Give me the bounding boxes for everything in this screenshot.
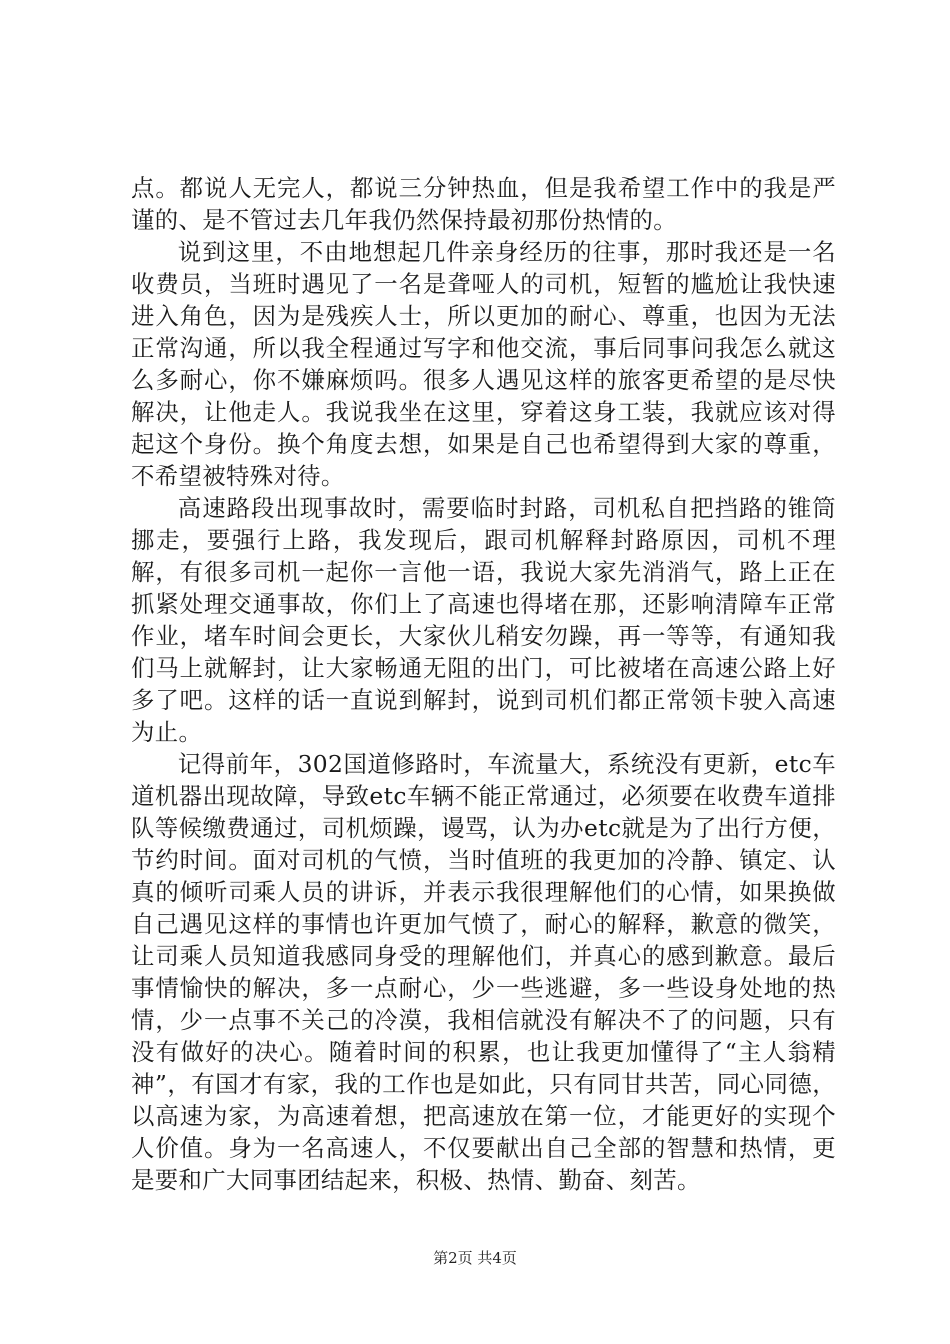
page-footer: 第2页 共4页 [433,1249,517,1267]
document-body [131,172,836,1196]
paragraph-continuation: 点。都说人无完人，都说三分钟热血，但是我希望工作中的我是严谨的、是不管过去几年我仍然保持最初那份热情的。 [131,174,836,234]
paragraph-etc-fault-story: 记得前年，302国道修路时，车流量大，系统没有更新，etc车道机器出现故障，导致etc车辆不能正常通过，必须要在收费车道排队等候缴费通过，司机烦躁，谩骂，认为办etc就是为了出行方便，节约时间。面对司机的气愤，当时值班的我更加的冷静、镇定、认真的倾听司乘人员的讲诉，并表示我很理解他们的心情，如果换做自己遇见这样的事情也许更加气愤了，耐心的解释，歉意的微笑，让司乘人员知道我感同身受的理解他们，并真心的感到歉意。最后事情愉快的解决，多一点耐心，少一些逃避，多一些设身处地的热情，少一点事不关己的冷漠，我相信就没有解决不了的问题，只有没有做好的决心。随着时间的积累，也让我更加懂得了“主人翁精神”，有国才有家，我的工作也是如此，只有同甘共苦，同心同德，以高速为家，为高速着想，把高速放在第一位，才能更好的实现个人价值。身为一名高速人，不仅要献出自己全部的智慧和热情，更是要和广大同事团结起来，积极、热情、勤奋、刻苦。 [131,750,836,1194]
paragraph-road-closure-story: 高速路段出现事故时，需要临时封路，司机私自把挡路的锥筒挪走，要强行上路，我发现后，跟司机解释封路原因，司机不理解，有很多司机一起你一言他一语，我说大家先消消气，路上正在抓紧处理交通事故，你们上了高速也得堵在那，还影响清障车正常作业，堵车时间会更长，大家伙儿稍安勿躁，再一等等，有通知我们马上就解封，让大家畅通无阻的出门，可比被堵在高速公路上好多了吧。这样的话一直说到解封，说到司机们都正常领卡驶入高速为止。 [131,494,836,746]
paragraph-toll-collector-story: 说到这里，不由地想起几件亲身经历的往事，那时我还是一名收费员，当班时遇见了一名是聋哑人的司机，短暂的尴尬让我快速进入角色，因为是残疾人士，所以更加的耐心、尊重，也因为无法正常沟通，所以我全程通过写字和他交流，事后同事问我怎么就这么多耐心，你不嫌麻烦吗。很多人遇见这样的旅客更希望的是尽快解决，让他走人。我说我坐在这里，穿着这身工装，我就应该对得起这个身份。换个角度去想，如果是自己也希望得到大家的尊重，不希望被特殊对待。 [131,238,836,490]
